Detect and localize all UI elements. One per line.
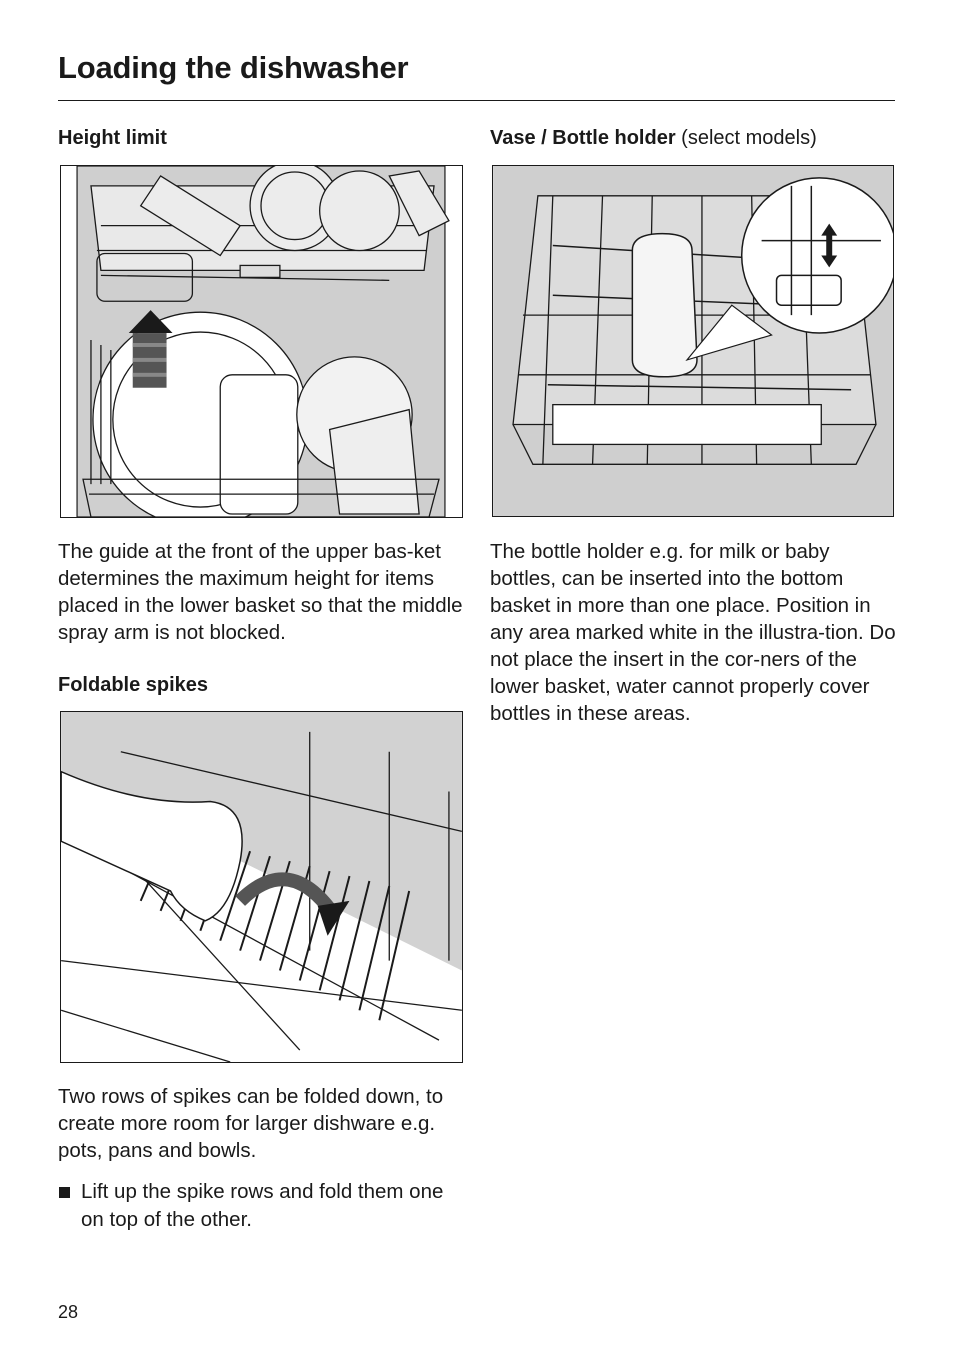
page-title: Loading the dishwasher xyxy=(58,50,409,85)
bottle-holder-heading-bold: Vase / Bottle holder xyxy=(490,127,676,149)
bullet-text: Lift up the spike rows and fold them one on top of the other. xyxy=(81,1180,444,1231)
foldable-spikes-illustration xyxy=(60,711,463,1063)
foldable-spikes-heading: Foldable spikes xyxy=(58,674,209,696)
height-limit-illustration xyxy=(60,165,463,518)
foldable-spikes-text: Two rows of spikes can be folded down, to create more room for larger dishware e.g. pots, pans and bowls. xyxy=(58,1085,444,1162)
square-bullet-icon xyxy=(59,1187,70,1198)
page-number: 28 xyxy=(58,1302,79,1322)
height-limit-text: The guide at the front of the upper bas-ket determines the maximum height for items placed in the lower basket so that the middle spray arm is not blocked. xyxy=(58,540,463,644)
title-rule xyxy=(58,100,895,101)
bottle-holder-illustration xyxy=(492,165,894,517)
height-limit-heading: Height limit xyxy=(58,127,167,149)
instruction-bullet xyxy=(58,1178,458,1234)
bottle-holder-heading xyxy=(490,127,817,150)
bottle-holder-text: The bottle holder e.g. for milk or baby bottles, can be inserted into the bottom basket in more than one place. Position in any area marked white in the illustra-tion. Do not place the insert in the cor-ners of the lower basket, water cannot properly cover bottles in these areas. xyxy=(490,540,896,725)
bottle-holder-heading-note: (select models) xyxy=(681,127,817,149)
